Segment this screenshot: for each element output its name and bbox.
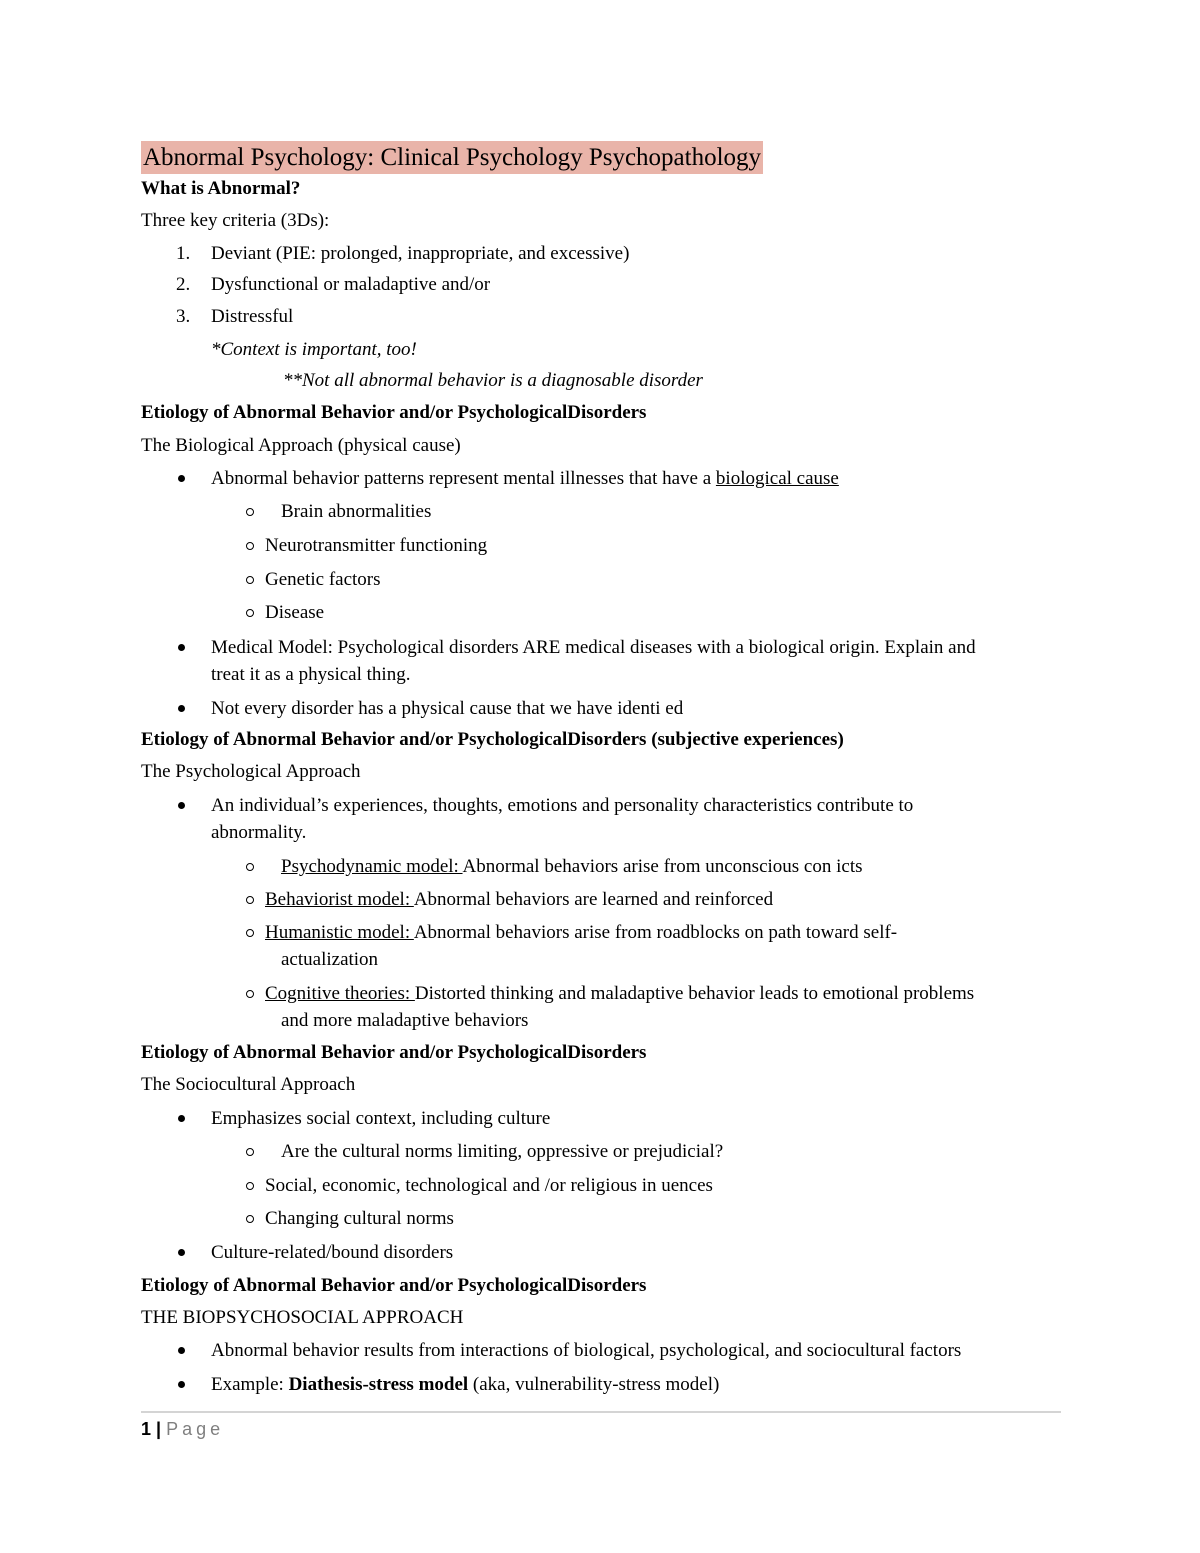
bullet-text: Not every disorder has a physical cause that we have identi ed [211, 698, 684, 719]
model-label: Humanistic model: [265, 922, 414, 943]
sub-item-text: Brain abnormalities [281, 501, 432, 522]
subheading-sociocultural: The Sociocultural Approach [141, 1074, 356, 1095]
section-heading-sociocultural: Etiology of Abnormal Behavior and/or PsychologicalDisorders [141, 1042, 647, 1063]
sub-item-text: Humanistic model: Abnormal behaviors arise from roadblocks on path toward self- [265, 922, 898, 943]
sub-item-text: Cognitive theories: Distorted thinking and maladaptive behavior leads to emotional problems [265, 983, 975, 1004]
footer-separator: | [156, 1419, 162, 1439]
circle-bullet [246, 896, 254, 904]
underlined-term: biological cause [715, 468, 839, 489]
bullet-text-continued: treat it as a physical thing. [211, 664, 411, 685]
model-label: Psychodynamic model: [281, 856, 463, 877]
bullet-text-continued: abnormality. [211, 822, 307, 843]
section-heading-what-is-abnormal: What is Abnormal? [141, 178, 301, 199]
sub-item-text: Disease [265, 602, 325, 623]
circle-bullet [246, 609, 254, 617]
list-number: 1. [176, 243, 191, 264]
list-item-text: Distressful [211, 306, 294, 327]
footer-divider [141, 1411, 1061, 1413]
sub-item-text: Psychodynamic model: Abnormal behaviors arise from unconscious con icts [281, 856, 863, 877]
bullet-text: Culture-related/bound disorders [211, 1242, 454, 1263]
circle-bullet [246, 508, 254, 516]
document-title: Abnormal Psychology: Clinical Psychology Psychopathology [141, 141, 763, 174]
bullet-text: Abnormal behavior results from interactions of biological, psychological, and sociocultural factors [211, 1340, 962, 1361]
page-label: Page [166, 1419, 225, 1439]
circle-bullet [246, 1182, 254, 1190]
sub-item-text: Neurotransmitter functioning [265, 535, 488, 556]
context-note: *Context is important, too! [211, 339, 417, 360]
bullet-dot [178, 1381, 185, 1388]
sub-item-text-continued: actualization [281, 949, 379, 970]
subheading-psychological: The Psychological Approach [141, 761, 361, 782]
list-item-text: Deviant (PIE: prolonged, inappropriate, and excessive) [211, 243, 630, 264]
diagnosable-note: **Not all abnormal behavior is a diagnosable disorder [283, 370, 703, 391]
bullet-text: Medical Model: Psychological disorders ARE medical diseases with a biological origin. Explain and [211, 637, 976, 658]
list-item-text: Dysfunctional or maladaptive and/or [211, 274, 491, 295]
section-heading-psychological: Etiology of Abnormal Behavior and/or PsychologicalDisorders (subjective experiences) [141, 729, 844, 750]
circle-bullet [246, 576, 254, 584]
model-label: Behaviorist model: [265, 889, 414, 910]
circle-bullet [246, 542, 254, 550]
page-footer [141, 1417, 224, 1441]
sub-item-text: Are the cultural norms limiting, oppressive or prejudicial? [281, 1141, 724, 1162]
page-number: 1 [141, 1419, 152, 1439]
bullet-dot [178, 802, 185, 809]
bullet-dot [178, 644, 185, 651]
sub-item-text-continued: and more maladaptive behaviors [281, 1010, 529, 1031]
circle-bullet [246, 1215, 254, 1223]
bullet-dot [178, 475, 185, 482]
bold-term: Diathesis-stress model [288, 1374, 469, 1395]
list-number: 2. [176, 274, 191, 295]
subheading-biological: The Biological Approach (physical cause) [141, 435, 461, 456]
circle-bullet [246, 1148, 254, 1156]
sub-item-text: Behaviorist model: Abnormal behaviors are learned and reinforced [265, 889, 774, 910]
circle-bullet [246, 990, 254, 998]
list-number: 3. [176, 306, 191, 327]
criteria-intro: Three key criteria (3Ds): [141, 210, 330, 231]
bullet-text: An individual’s experiences, thoughts, emotions and personality characteristics contribute to [211, 795, 914, 816]
subheading-biopsychosocial: THE BIOPSYCHOSOCIAL APPROACH [141, 1307, 464, 1328]
section-heading-biological: Etiology of Abnormal Behavior and/or PsychologicalDisorders [141, 402, 647, 423]
bullet-dot [178, 705, 185, 712]
bullet-text: Example: Diathesis-stress model (aka, vulnerability-stress model) [211, 1374, 720, 1395]
sub-item-text: Changing cultural norms [265, 1208, 454, 1229]
bullet-dot [178, 1347, 185, 1354]
model-label: Cognitive theories: [265, 983, 415, 1004]
bullet-dot [178, 1249, 185, 1256]
circle-bullet [246, 863, 254, 871]
sub-item-text: Genetic factors [265, 569, 381, 590]
sub-item-text: Social, economic, technological and /or religious in uences [265, 1175, 713, 1196]
bullet-text: Abnormal behavior patterns represent mental illnesses that have a biological cause [211, 468, 839, 489]
circle-bullet [246, 929, 254, 937]
bullet-dot [178, 1115, 185, 1122]
section-heading-biopsychosocial: Etiology of Abnormal Behavior and/or PsychologicalDisorders [141, 1275, 647, 1296]
bullet-text: Emphasizes social context, including culture [211, 1108, 551, 1129]
